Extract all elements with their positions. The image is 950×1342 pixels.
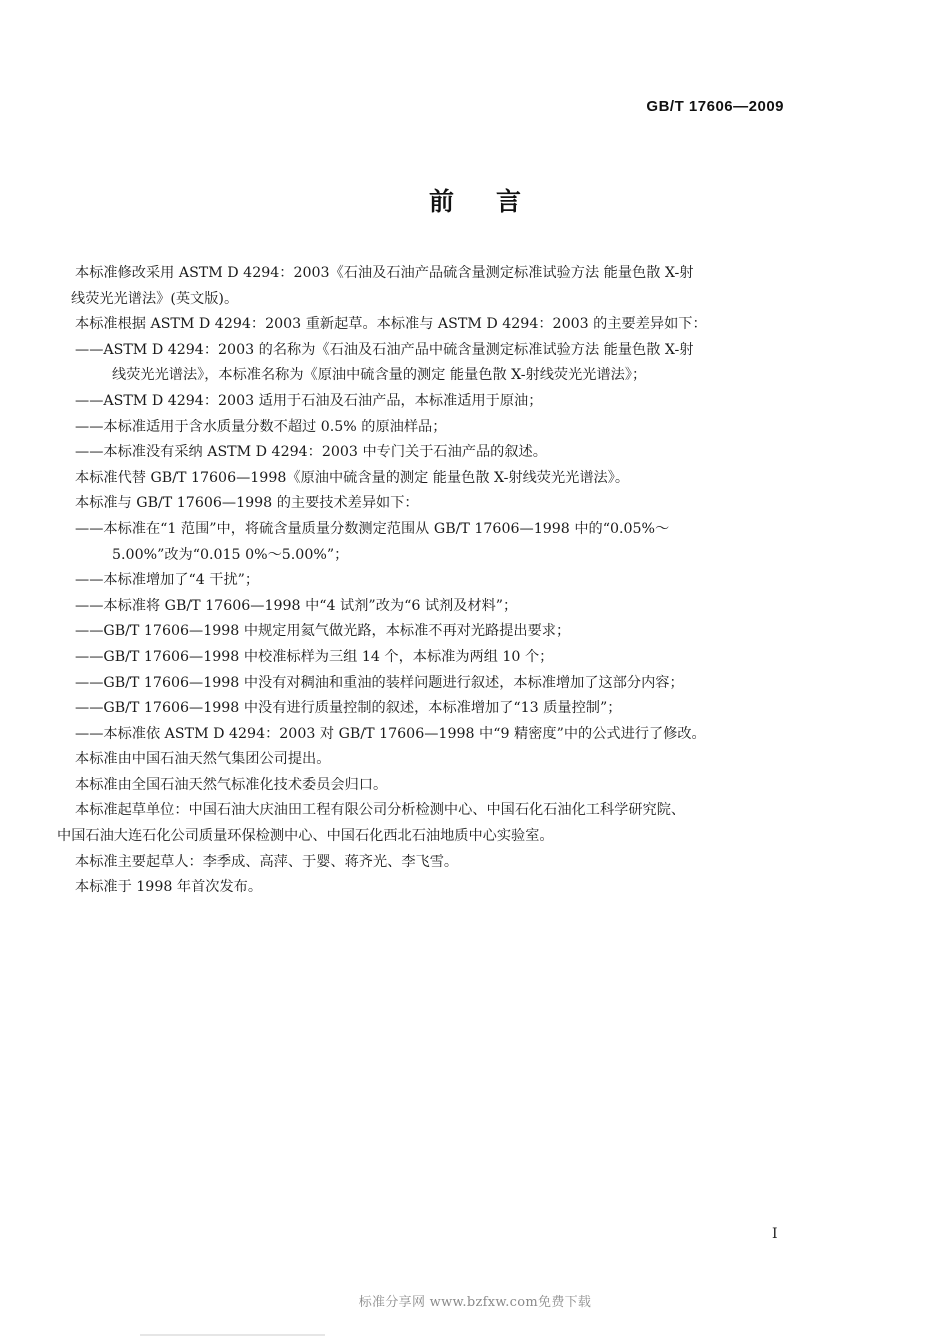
list-item-continuation: 5.00%”改为“0.015 0%～5.00%”； <box>112 546 349 563</box>
list-item: ——本标准没有采纳 ASTM D 4294：2003 中专门关于石油产品的叙述。 <box>75 444 547 461</box>
paragraph: 本标准与 GB/T 17606—1998 的主要技术差异如下： <box>75 495 419 512</box>
list-item: ——GB/T 17606—1998 中规定用氦气做光路，本标准不再对光路提出要求； <box>75 623 571 640</box>
list-item: ——GB/T 17606—1998 中没有对稠油和重油的装样问题进行叙述，本标准增加了这部分内容； <box>75 674 684 691</box>
paragraph: 本标准由中国石油天然气集团公司提出。 <box>75 751 331 768</box>
list-item: ——本标准增加了“4 干扰”； <box>75 572 260 589</box>
list-item: ——GB/T 17606—1998 中校准标样为三组 14 个，本标准为两组 10 个； <box>75 648 554 665</box>
paragraph: 本标准于 1998 年首次发布。 <box>75 879 263 896</box>
document-body <box>57 261 780 901</box>
page-title: 前言 <box>428 187 563 216</box>
paragraph: 本标准主要起草人：李季成、高萍、于婴、蒋齐光、李飞雪。 <box>75 853 459 870</box>
divider <box>140 1334 325 1336</box>
footer-watermark: 标准分享网 www.bzfxw.com免费下载 <box>358 1295 592 1310</box>
standard-code: GB/T 17606—2009 <box>646 98 784 115</box>
list-item: ——本标准将 GB/T 17606—1998 中“4 试剂”改为“6 试剂及材料”； <box>75 597 518 614</box>
paragraph-continuation: 线荧光光谱法》(英文版)。 <box>71 290 239 307</box>
paragraph: 本标准由全国石油天然气标准化技术委员会归口。 <box>75 776 388 793</box>
paragraph: 本标准代替 GB/T 17606—1998《原油中硫含量的测定 能量色散 X-射线荧光光谱法》。 <box>75 469 630 486</box>
list-item: ——ASTM D 4294：2003 的名称为《石油及石油产品中硫含量测定标准试验方法 能量色散 X-射 <box>75 341 694 358</box>
list-item: ——GB/T 17606—1998 中没有进行质量控制的叙述，本标准增加了“13 质量控制”； <box>75 700 622 717</box>
paragraph: 本标准根据 ASTM D 4294：2003 重新起草。本标准与 ASTM D 4294：2003 的主要差异如下： <box>75 316 707 333</box>
list-item: ——本标准在“1 范围”中，将硫含量质量分数测定范围从 GB/T 17606—1998 中的“0.05%～ <box>75 520 670 537</box>
page-number: I <box>772 1226 778 1242</box>
list-item-continuation: 线荧光光谱法》，本标准名称为《原油中硫含量的测定 能量色散 X-射线荧光光谱法》； <box>112 367 647 384</box>
paragraph: 本标准起草单位：中国石油大庆油田工程有限公司分析检测中心、中国石化石油化工科学研究院、 <box>75 802 686 819</box>
paragraph-continuation: 中国石油大连石化公司质量环保检测中心、中国石化西北石油地质中心实验室。 <box>57 828 554 845</box>
paragraph: 本标准修改采用 ASTM D 4294：2003《石油及石油产品硫含量测定标准试验方法 能量色散 X-射 <box>75 265 694 281</box>
list-item: ——ASTM D 4294：2003 适用于石油及石油产品，本标准适用于原油； <box>75 392 543 409</box>
list-item: ——本标准依 ASTM D 4294：2003 对 GB/T 17606—1998 中“9 精密度”中的公式进行了修改。 <box>75 725 706 742</box>
list-item: ——本标准适用于含水质量分数不超过 0.5% 的原油样品； <box>75 418 447 435</box>
